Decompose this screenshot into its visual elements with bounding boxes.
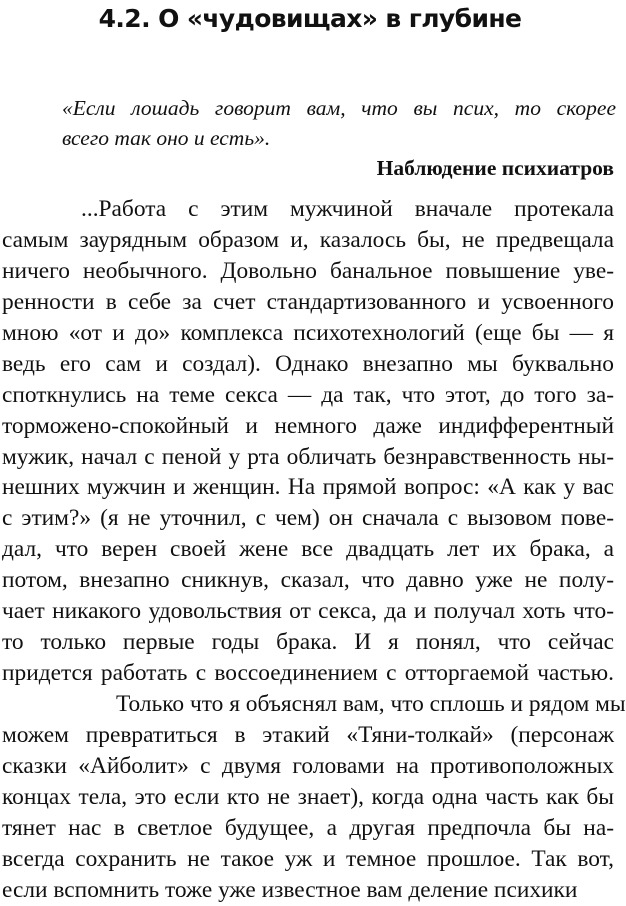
text-line: ничего необычного. Довольно банальное повышение уве- [2, 257, 614, 284]
text-line: споткнулись на теме секса — да так, что этот, до того за- [2, 381, 614, 408]
text-line: ренности в себе за счет стандартизованного и усвоенного [2, 288, 614, 315]
paragraph [2, 194, 614, 689]
text-line: дал, что верен своей жене все двадцать лет их брака, а [2, 536, 614, 563]
text-line: если вспомнить тоже уже известное вам деление психики [2, 876, 578, 903]
paragraph [2, 689, 626, 906]
text-line: чает никакого удовольствия от секса, да и получал хоть что- [2, 598, 614, 625]
text-line: концах тела, это если кто не знает), когда одна часть как бы [2, 783, 614, 810]
text-line: можем превратиться в этакий «Тяни-толкай» (персонаж [2, 721, 614, 748]
text-line: Только что я объяснял вам, что сплошь и рядом мы [116, 691, 626, 717]
text-line: нешних мужчин и женщин. На прямой вопрос: «А как у вас [2, 474, 614, 501]
text-line: с этим?» (я не уточнил, с чем) он сначала с вызовом пове- [2, 505, 614, 532]
text-line: то только первые годы брака. И я понял, что сейчас [2, 629, 614, 656]
body-text [2, 194, 626, 906]
text-line: мною «от и до» комплекса психотехнологий (еще бы — я [2, 319, 614, 346]
epigraph-source: Наблюдение психиатров [376, 156, 614, 180]
section-heading: 4.2. О «чудовищах» в глубине [98, 4, 522, 33]
epigraph-line: всего так оно и есть». [62, 126, 271, 150]
text-line: самым заурядным образом и, казалось бы, не предвещала [2, 226, 614, 253]
text-line: сказки «Айболит» с двумя головами на противоположных [2, 752, 614, 779]
text-line: тянет нас в светлое будущее, а другая предпочла бы на- [2, 814, 614, 841]
epigraph-line: «Если лошадь говорит вам, что вы псих, то скорее [62, 96, 616, 120]
text-line: ...Работа с этим мужчиной вначале протекала [81, 196, 614, 222]
text-line: потом, внезапно сникнув, сказал, что давно уже не полу- [2, 567, 614, 594]
text-line: всегда сохранить не такое уж и темное прошлое. Так вот, [2, 845, 614, 872]
epigraph [62, 93, 616, 153]
text-line: торможено-спокойный и немного даже индифферентный [2, 412, 614, 439]
text-line: придется работать с воссоединением с отторгаемой частью. [2, 660, 614, 687]
text-line: мужик, начал с пеной у рта обличать безнравственность ны- [2, 443, 614, 470]
text-line: ведь его сам и создал). Однако внезапно мы буквально [2, 350, 614, 377]
